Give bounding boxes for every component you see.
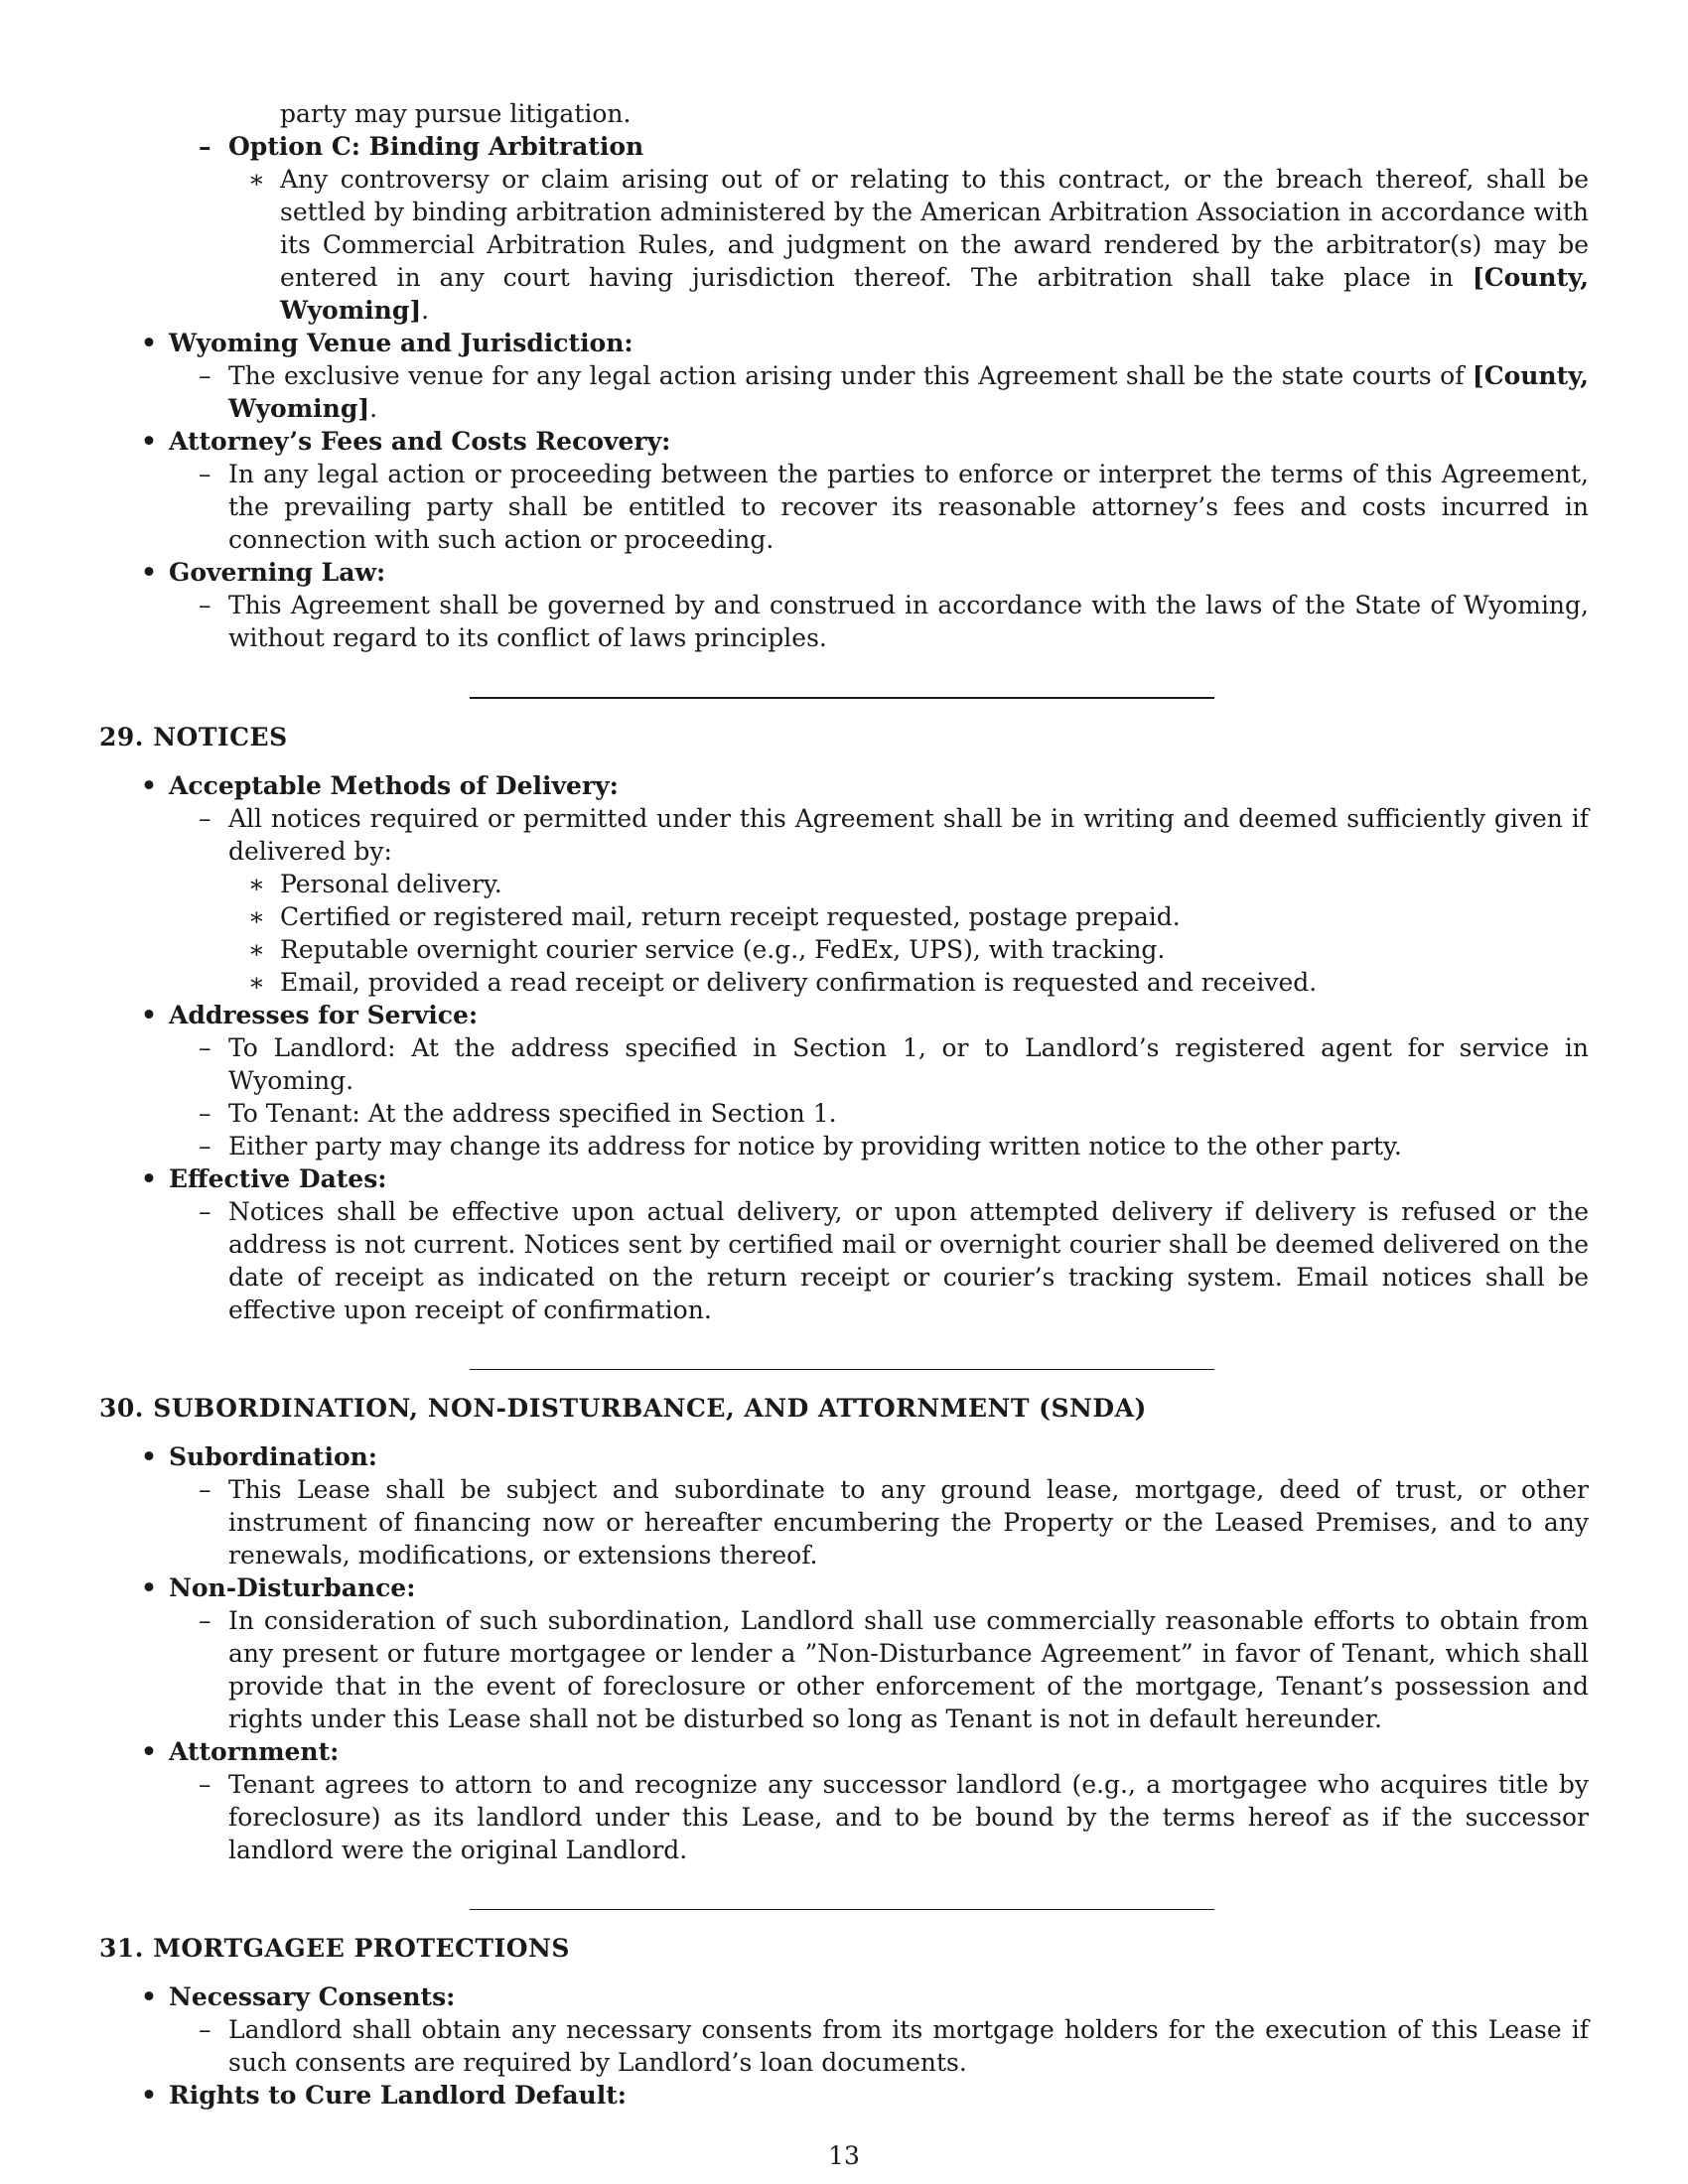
delivery-method: ∗ Email, provided a read receipt or delivery confirmation is requested and received. (99, 966, 1589, 999)
delivery-method: ∗ Personal delivery. (99, 868, 1589, 900)
section-divider (470, 697, 1214, 699)
venue-text: – The exclusive venue for any legal action arising under this Agreement shall be the state courts of [County, Wyoming]. (99, 359, 1589, 425)
address-item: – To Landlord: At the address specified in Section 1, or to Landlord’s registered agent for service in Wyoming. (99, 1031, 1589, 1097)
fees-heading: • Attorney’s Fees and Costs Recovery: (99, 425, 1589, 458)
effective-dates-text: – Notices shall be effective upon actual delivery, or upon attempted delivery if delivery is refused or the address is not current. Notices sent by certified mail or overnight courier shall be deemed delivered on the date of receipt as indicated on the return receipt or courier’s tracking system. Email notices shall be effective upon receipt of confirmation. (99, 1195, 1589, 1326)
venue-place: [County, Wyoming] (228, 361, 1589, 423)
governing-law-heading: • Governing Law: (99, 556, 1589, 589)
option-c-text: ∗ Any controversy or claim arising out of or relating to this contract, or the breach thereof, shall be settled by binding arbitration administered by the American Arbitration Association in accordance with its Commercial Arbitration Rules, and judgment on the award rendered by the arbitrator(s) may be entered in any court having jurisdiction thereof. The arbitration shall take place in [County, Wyoming]. (99, 163, 1589, 327)
continued-text: party may pursue litigation. (280, 99, 632, 128)
subordination-text: – This Lease shall be subject and subordinate to any ground lease, mortgage, deed of trust, or other instrument of financing now or hereafter encumbering the Property or the Leased Premises, and to any renewals, modifications, or extensions thereof. (99, 1473, 1589, 1571)
section-31-title: 31. MORTGAGEE PROTECTIONS (99, 1934, 570, 1963)
section-30-title: 30. SUBORDINATION, NON-DISTURBANCE, AND ATTORNMENT (SNDA) (99, 1394, 1147, 1423)
attornment-heading: • Attornment: (99, 1735, 1589, 1768)
effective-dates-heading: • Effective Dates: (99, 1162, 1589, 1195)
addresses-heading: • Addresses for Service: (99, 999, 1589, 1031)
delivery-method: ∗ Certified or registered mail, return receipt requested, postage prepaid. (99, 900, 1589, 933)
delivery-text: – All notices required or permitted under this Agreement shall be in writing and deemed sufficiently given if delivered by: (99, 802, 1589, 868)
option-c-place: [County, Wyoming] (280, 263, 1589, 325)
delivery-heading: • Acceptable Methods of Delivery: (99, 769, 1589, 802)
document-page (99, 97, 1589, 2112)
section-divider (470, 1369, 1214, 1370)
delivery-method: ∗ Reputable overnight courier service (e.g., FedEx, UPS), with tracking. (99, 933, 1589, 966)
non-disturbance-heading: • Non-Disturbance: (99, 1571, 1589, 1604)
consents-text: – Landlord shall obtain any necessary consents from its mortgage holders for the execution of this Lease if such consents are required by Landlord’s loan documents. (99, 2013, 1589, 2079)
attornment-text: – Tenant agrees to attorn to and recognize any successor landlord (e.g., a mortgagee who acquires title by foreclosure) as its landlord under this Lease, and to be bound by the terms hereof as if the successor landlord were the original Landlord. (99, 1768, 1589, 1866)
section-29-title: 29. NOTICES (99, 723, 288, 751)
page-number: 13 (828, 2141, 860, 2170)
address-item: – To Tenant: At the address specified in Section 1. (99, 1097, 1589, 1130)
venue-heading: • Wyoming Venue and Jurisdiction: (99, 327, 1589, 359)
option-c-heading: – Option C: Binding Arbitration (99, 130, 1589, 163)
governing-law-text: – This Agreement shall be governed by and construed in accordance with the laws of the State of Wyoming, without regard to its conflict of laws principles. (99, 589, 1589, 654)
cure-default-heading: • Rights to Cure Landlord Default: (99, 2079, 1589, 2112)
section-divider (470, 1909, 1214, 1910)
subordination-heading: • Subordination: (99, 1440, 1589, 1473)
non-disturbance-text: – In consideration of such subordination, Landlord shall use commercially reasonable efforts to obtain from any present or future mortgagee or lender a ”Non-Disturbance Agreement” in favor of Tenant, which shall provide that in the event of foreclosure or other enforcement of the mortgage, Tenant’s possession and rights under this Lease shall not be disturbed so long as Tenant is not in default hereunder. (99, 1604, 1589, 1735)
fees-text: – In any legal action or proceeding between the parties to enforce or interpret the terms of this Agreement, the prevailing party shall be entitled to recover its reasonable attorney’s fees and costs incurred in connection with such action or proceeding. (99, 458, 1589, 556)
consents-heading: • Necessary Consents: (99, 1980, 1589, 2013)
address-item: – Either party may change its address for notice by providing written notice to the other party. (99, 1130, 1589, 1162)
